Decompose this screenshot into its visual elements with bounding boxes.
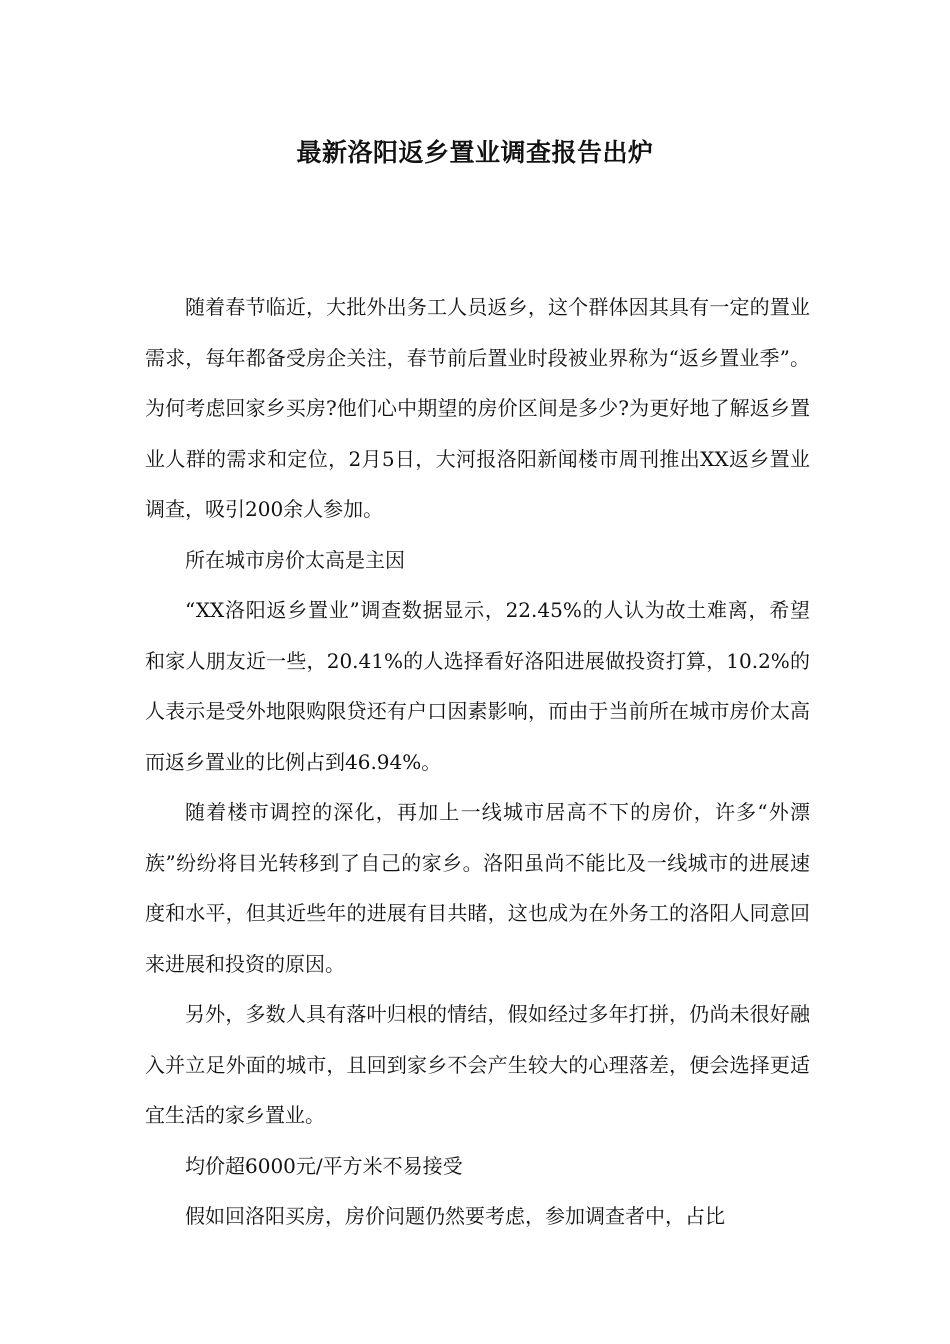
document-body <box>145 282 810 1242</box>
paragraph-survey-data: “XX洛阳返乡置业”调查数据显示，22.45%的人认为故土难离，希望和家人朋友近一些，20.41%的人选择看好洛阳进展做投资打算，10.2%的人表示是受外地限购限贷还有户口因素影响，而由于当前所在城市房价太高而返乡置业的比例占到46.94%。 <box>145 598 810 774</box>
paragraph-intro: 随着春节临近，大批外出务工人员返乡，这个群体因其具有一定的置业需求，每年都备受房企关注，春节前后置业时段被业界称为“返乡置业季”。为何考虑回家乡买房?他们心中期望的房价区间是多少?为更好地了解返乡置业人群的需求和定位，2月5日，大河报洛阳新闻楼市周刊推出XX返乡置业调查，吸引200余人参加。 <box>145 295 810 521</box>
document-title: 最新洛阳返乡置业调查报告出炉 <box>296 138 654 167</box>
paragraph-market-trend: 随着楼市调控的深化，再加上一线城市居高不下的房价，许多“外漂族”纷纷将目光转移到了自己的家乡。洛阳虽尚不能比及一线城市的进展速度和水平，但其近些年的进展有目共睹，这也成为在外务工的洛阳人同意回来进展和投资的原因。 <box>145 800 810 976</box>
section-heading-main-reason: 所在城市房价太高是主因 <box>185 547 405 572</box>
paragraph-homecoming-sentiment: 另外，多数人具有落叶归根的情结，假如经过多年打拼，仍尚未很好融入并立足外面的城市，且回到家乡不会产生较大的心理落差，便会选择更适宜生活的家乡置业。 <box>145 1002 810 1127</box>
section-heading-price: 均价超6000元/平方米不易接受 <box>185 1153 463 1178</box>
paragraph-price-consideration: 假如回洛阳买房，房价问题仍然要考虑，参加调查者中，占比 <box>185 1204 725 1228</box>
